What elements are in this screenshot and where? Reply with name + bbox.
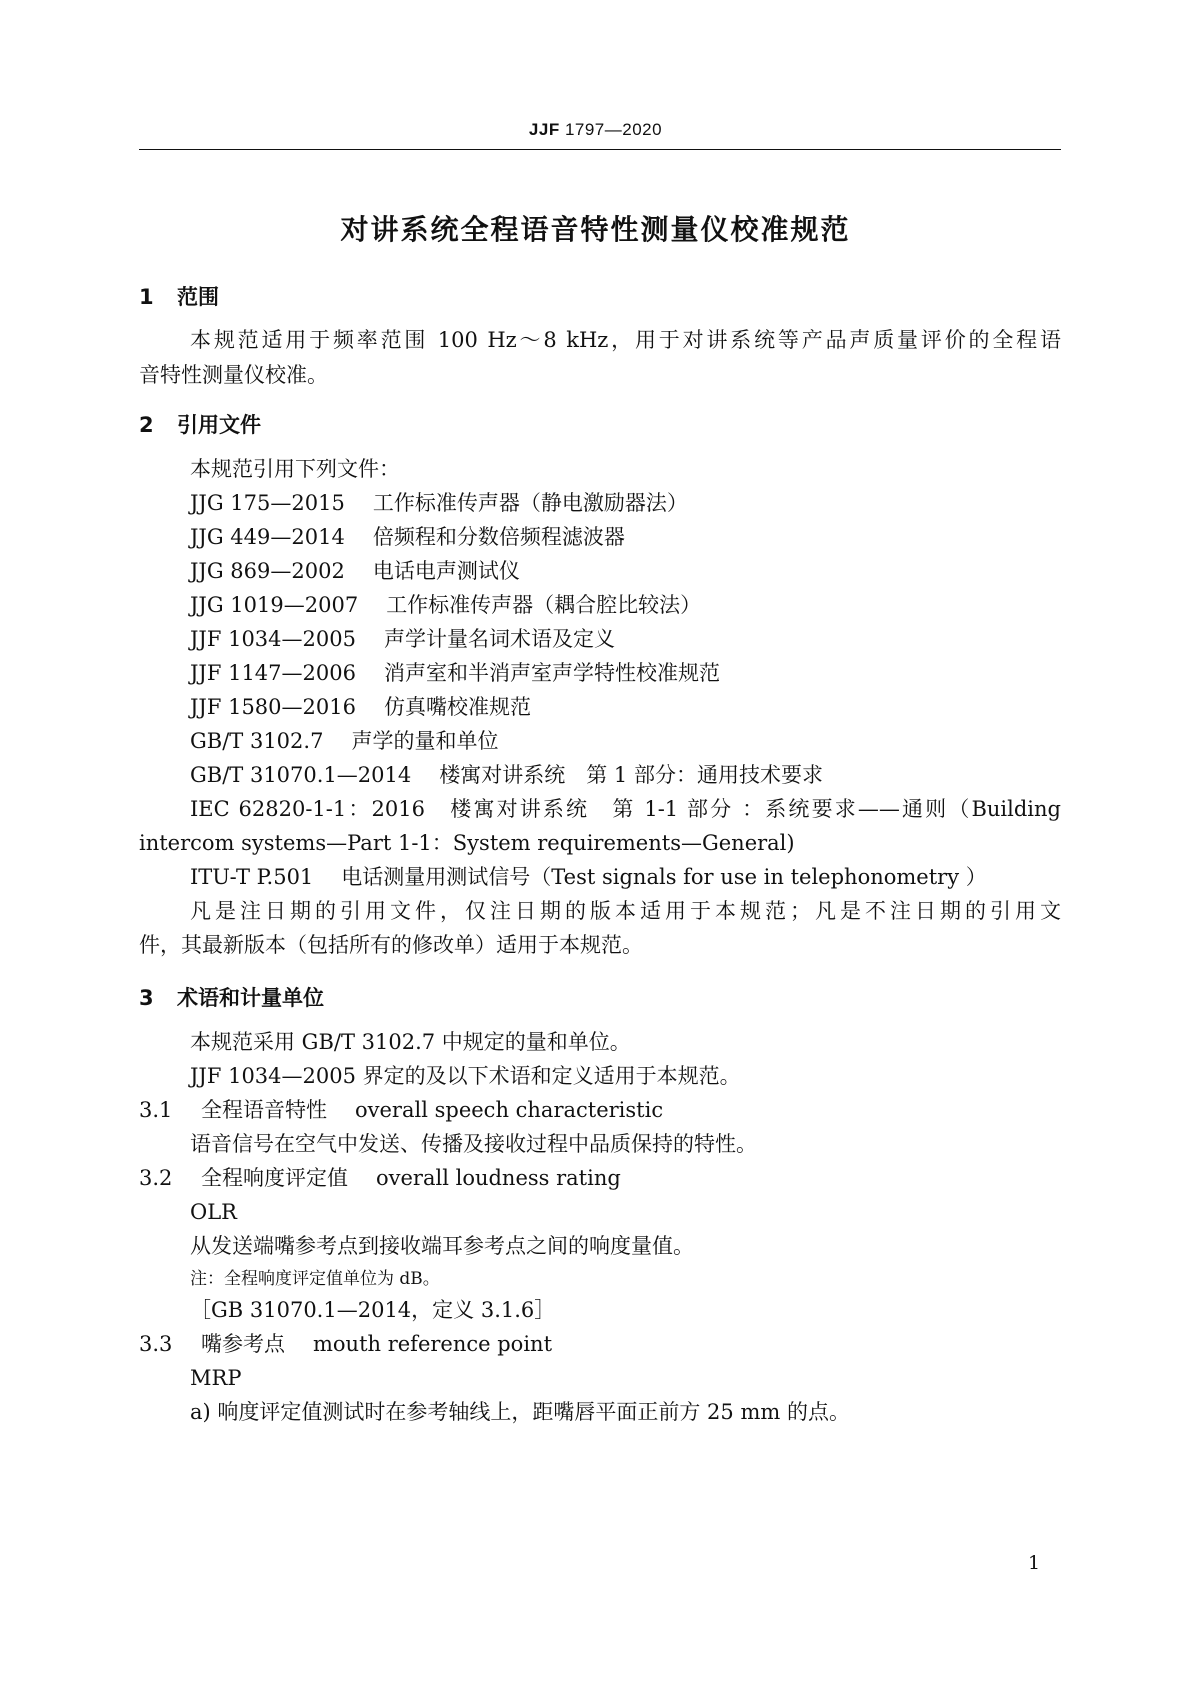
term-3-2-heading — [139, 1163, 1061, 1193]
section-title: 范围 — [177, 285, 219, 309]
reference-item — [190, 522, 1061, 552]
reference-code: GB/T 31070.1—2014 — [190, 763, 412, 787]
reference-title: 声学的量和单位 — [351, 729, 499, 753]
header-rule — [139, 149, 1061, 150]
reference-item — [190, 488, 1061, 518]
section-title: 术语和计量单位 — [177, 986, 324, 1010]
term-number: 3.1 — [139, 1098, 173, 1122]
reference-item — [190, 624, 1061, 654]
reference-title: 仿真嘴校准规范 — [383, 695, 531, 719]
reference-item — [190, 590, 1061, 620]
reference-code: JJG 1019—2007 — [190, 593, 359, 617]
term-3-2-definition: 从发送端嘴参考点到接收端耳参考点之间的响度量值。 — [190, 1234, 694, 1258]
page-header — [0, 120, 1191, 140]
reference-title: 电话测量用测试信号（Test signals for use in telephonometry ） — [341, 865, 987, 889]
section-3-heading — [139, 983, 324, 1013]
header-prefix: JJF — [528, 120, 560, 139]
term-3-3-item-a: a) 响度评定值测试时在参考轴线上，距嘴唇平面正前方 25 mm 的点。 — [190, 1400, 850, 1424]
term-3-1-heading — [139, 1095, 1061, 1125]
reference-title: 工作标准传声器（静电激励器法） — [372, 491, 688, 515]
reference-title: 楼寓对讲系统 第 1 部分：通用技术要求 — [439, 763, 823, 787]
term-3-2-abbreviation: OLR — [190, 1200, 237, 1224]
term-number: 3.3 — [139, 1332, 173, 1356]
reference-item — [190, 760, 1061, 790]
term-number: 3.2 — [139, 1166, 173, 1190]
header-code: 1797—2020 — [564, 120, 663, 139]
reference-code: JJG 175—2015 — [190, 491, 345, 515]
reference-code: JJF 1034—2005 — [190, 627, 356, 651]
term-3-3-heading — [139, 1329, 1061, 1359]
section-3-paragraph-1: 本规范采用 GB/T 3102.7 中规定的量和单位。 — [190, 1030, 631, 1054]
reference-code: JJG 869—2002 — [190, 559, 345, 583]
section-1-paragraph-line-1: 本规范适用于频率范围 100 Hz～8 kHz，用于对讲系统等产品声质量评价的全程语 — [190, 328, 1061, 352]
reference-code: JJF 1580—2016 — [190, 695, 356, 719]
term-3-2-source: ［GB 31070.1—2014，定义 3.1.6］ — [190, 1298, 556, 1322]
reference-code: JJG 449—2014 — [190, 525, 345, 549]
term-3-3-abbreviation: MRP — [190, 1366, 242, 1390]
reference-title: 声学计量名词术语及定义 — [383, 627, 615, 651]
term-name: 嘴参考点 — [201, 1332, 285, 1356]
term-name: 全程响度评定值 — [201, 1166, 348, 1190]
reference-item — [190, 862, 1061, 892]
reference-code: GB/T 3102.7 — [190, 729, 324, 753]
references-note-line-1: 凡是注日期的引用文件，仅注日期的版本适用于本规范；凡是不注日期的引用文 — [190, 899, 1061, 923]
reference-item-iec-line-1: IEC 62820-1-1：2016 楼寓对讲系统 第 1-1 部分 ：系统要求——通则（Building — [190, 797, 1061, 821]
section-number: 3 — [139, 986, 154, 1010]
reference-title: 电话电声测试仪 — [372, 559, 520, 583]
term-name: 全程语音特性 — [201, 1098, 327, 1122]
term-3-1-definition: 语音信号在空气中发送、传播及接收过程中品质保持的特性。 — [190, 1132, 757, 1156]
reference-item — [190, 726, 1061, 756]
section-title: 引用文件 — [177, 413, 261, 437]
section-1-heading — [139, 282, 219, 312]
section-number: 2 — [139, 413, 154, 437]
reference-item-iec-line-2: intercom systems—Part 1-1：System requirements—General) — [139, 831, 795, 855]
reference-title: 倍频程和分数倍频程滤波器 — [372, 525, 625, 549]
section-number: 1 — [139, 285, 154, 309]
reference-title: 工作标准传声器（耦合腔比较法） — [386, 593, 702, 617]
references-note-line-2: 件，其最新版本（包括所有的修改单）适用于本规范。 — [139, 933, 643, 957]
document-title: 对讲系统全程语音特性测量仪校准规范 — [340, 213, 851, 246]
section-1-paragraph-line-2: 音特性测量仪校准。 — [139, 363, 328, 387]
page-number: 1 — [1028, 1552, 1041, 1574]
term-english: overall speech characteristic — [355, 1098, 664, 1122]
term-english: overall loudness rating — [376, 1166, 621, 1190]
reference-code: ITU-T P.501 — [190, 865, 314, 889]
reference-item — [190, 556, 1061, 586]
reference-item — [190, 692, 1061, 722]
references-intro: 本规范引用下列文件： — [190, 457, 400, 481]
section-2-heading — [139, 410, 261, 440]
section-3-paragraph-2: JJF 1034—2005 界定的及以下术语和定义适用于本规范。 — [190, 1064, 741, 1088]
reference-code: JJF 1147—2006 — [190, 661, 356, 685]
reference-item — [190, 658, 1061, 688]
term-3-2-note: 注：全程响度评定值单位为 dB。 — [190, 1269, 440, 1289]
reference-title: 消声室和半消声室声学特性校准规范 — [383, 661, 720, 685]
term-english: mouth reference point — [313, 1332, 553, 1356]
